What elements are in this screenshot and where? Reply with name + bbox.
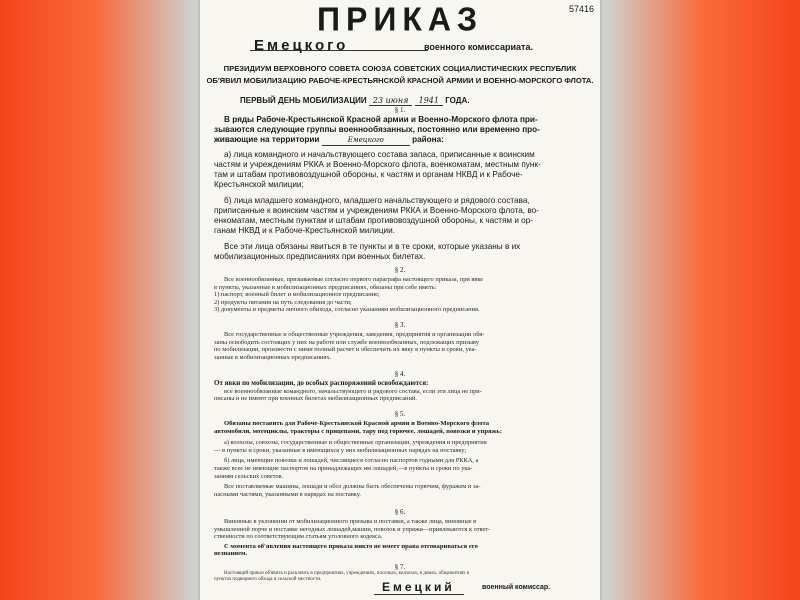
note-line: Все эти лица обязаны явиться в те пункты и в те сроки, которые указаны в их [224,242,521,251]
section-5-line: а) колхозы, совхозы, государственные и общественные организации, учреждения и предприятия [224,439,487,447]
mobilization-day [240,96,588,106]
section-4-line: писаны и не имеют при военных билетах мобилизационных предписаний. [214,395,417,403]
section-2-line: 1) паспорт, военный билет и мобилизационное предписание; [214,291,380,299]
mobilization-day-suffix: ГОДА. [445,96,470,105]
section-2-body [214,276,588,314]
commissariat-underline [250,50,428,51]
section-6-line: Виновные в уклонении от мобилизационного призыва и поставки, а также лица, виновные в [224,518,477,525]
section-2-line: 3) документы и предметы личного обихода, согласно указаниям мобилизационного предписания. [214,306,480,314]
section-5-mark: § 5. [394,410,406,418]
item-b-line: б) лица младшего командного, младшего начальствующего и рядового состава, [224,196,530,205]
section-5-heading: автомобили, мотоциклы, тракторы с прицепами, тару под горючее, лошадей, повозки и упряжь: [214,427,503,435]
section-3-line: Все государственные и общественные учреждения, заведения, предприятия и организации обя- [224,331,485,338]
section-4-heading: От явки по мобилизации, до особых распоряжений освобождаются: [214,379,429,387]
signature-underline [374,594,464,595]
commissar-title: военный комиссар. [482,584,551,591]
section-7-mark: § 7. [394,563,406,571]
item-b-line: енкоматам, местным пунктам и штабам противовоздушной обороны, к частям и ор- [214,216,534,225]
section-2-line: в пункты, указанные в мобилизационных предписаниях, обязаны при себе иметь: [214,283,437,291]
note-line: мобилизационных предписаниях при военных билетах. [214,252,426,261]
section-1-intro-line: В ряды Рабоче-Крестьянской Красной армии и Военно-Морского флота при- [224,115,538,124]
section-4-mark: § 4. [394,370,406,378]
item-a-line: Крестьянской милиции; [214,180,304,189]
section-5-line: пасными частями, указанными в нарядах на поставку. [214,490,361,498]
mobilization-date: 23 июня [369,96,412,106]
mobilization-order-document [200,0,600,600]
section-2-mark: § 2. [394,266,406,274]
header-line-1: ПРЕЗИДИУМ ВЕРХОВНОГО СОВЕТА СОЮЗА СОВЕТСКИХ СОЦИАЛИСТИЧЕСКИХ РЕСПУБЛИК [223,64,577,73]
mobilization-year: 1941 [415,96,443,106]
section-6-bold-line: незнанием. [214,550,248,558]
mobilization-day-label: ПЕРВЫЙ ДЕНЬ МОБИЛИЗАЦИИ [240,96,367,105]
section-3-line: заны освободить состоящих у них на работе или службе военнообязанных, подлежащих призыву [214,338,479,346]
section-7-line: пунктах подворного обхода и сельской местности. [214,577,322,582]
section-2-line: Все военнообязанные, призываемые согласно первого параграфа настоящего приказа, при явке [224,276,484,283]
section-3-mark: § 3. [394,321,406,329]
section-1-intro-line: зываются следующие группы военнообязанных, постоянно или временно про- [214,125,540,134]
section-4-body [214,380,588,403]
section-2-line: 2) продукты питания на путь следования до части; [214,298,352,306]
section-6-body [214,518,588,558]
section-3-body [214,331,588,361]
section-3-line: по мобилизации, произвести с ними полный расчет и обеспечить их явку в пункты и сроки, ука- [214,346,477,354]
section-1-item-b [214,196,588,236]
section-5-line: заниям сельских советов. [214,472,284,480]
section-7-line: Настоящий приказ об'явить и расклеить в предприятиях, учреждениях, поселках, колхозах, в домах, общежитиях в [224,571,470,576]
section-6-line: умышленной порче и поставке негодных лошадей,машин, повозок и упряжи—привлекаются к ответ- [214,525,491,533]
item-b-line: ганам НКВД и к Рабоче-Крестьянской милиции. [214,226,395,235]
section-1-item-a [214,150,588,190]
section-5-line: Все поставляемые машины, лошади и обоз должны быть обеспечены горючим, фуражем и за- [224,483,481,491]
header-line-2: ОБ'ЯВИЛ МОБИЛИЗАЦИЮ РАБОЧЕ-КРЕСТЬЯНСКОЙ КРАСНОЙ АРМИИ И ВОЕННО-МОРСКОГО ФЛОТА. [206,76,594,85]
document-number: 57416 [568,4,594,14]
item-b-line: приписанные к воинским частям и учреждениям РККА и Военно-Морского флота, во- [214,206,539,215]
section-4-line: все военнообязанные командного, начальствующего и рядового состава, если эти лица не при- [224,387,482,395]
section-1-mark: § 1. [394,106,406,114]
section-5-line: б) лица, имеющие повозки и лошадей, числящиеся согласно паспортов годными для РККА, а [224,457,479,465]
section-3-line: занные в мобилизационных предписаниях. [214,353,332,361]
item-a-line: частям и учреждениям РККА и Военно-Морского флота, военкоматам, местным пунк- [214,160,541,169]
section-1-territory: живающие на территории Емецкого района: [214,135,444,144]
section-6-line: ственности по соответствующим статьям уголовного кодекса. [214,533,383,541]
document-title: ПРИКАЗ [316,0,484,38]
section-1-intro [214,115,588,146]
section-6-mark: § 6. [394,508,406,516]
section-1-note [214,242,588,262]
territory-handwritten: Емецкого [322,135,410,146]
section-5-body [214,420,588,498]
section-6-bold-line: С момента об'явления настоящего приказа никто не имеет права отговариваться его [224,542,478,550]
commissariat-suffix: военного комиссариата. [424,42,533,52]
commissariat-name-stamp: Емецкого [254,37,349,54]
item-a-line: а) лица командного и начальствующего состава запаса, приписанные к воинским [224,150,535,159]
section-5-line: — в пункты и сроки, указанные в имеющихся у них мобилизационных нарядах на поставку; [214,446,467,454]
commissar-name: Емецкий [382,580,455,594]
section-5-line: также всее не имеющие паспортов на принадлежащих им лошадей,—в пункты и сроки по ука- [214,464,473,472]
section-5-heading: Обязаны поставить для Рабоче-Крестьянской Красной армии и Военно-Морского флота [224,420,490,427]
item-a-line: там и штабам противовоздушной обороны, к частям и органам НКВД и к Рабоче- [214,170,523,179]
